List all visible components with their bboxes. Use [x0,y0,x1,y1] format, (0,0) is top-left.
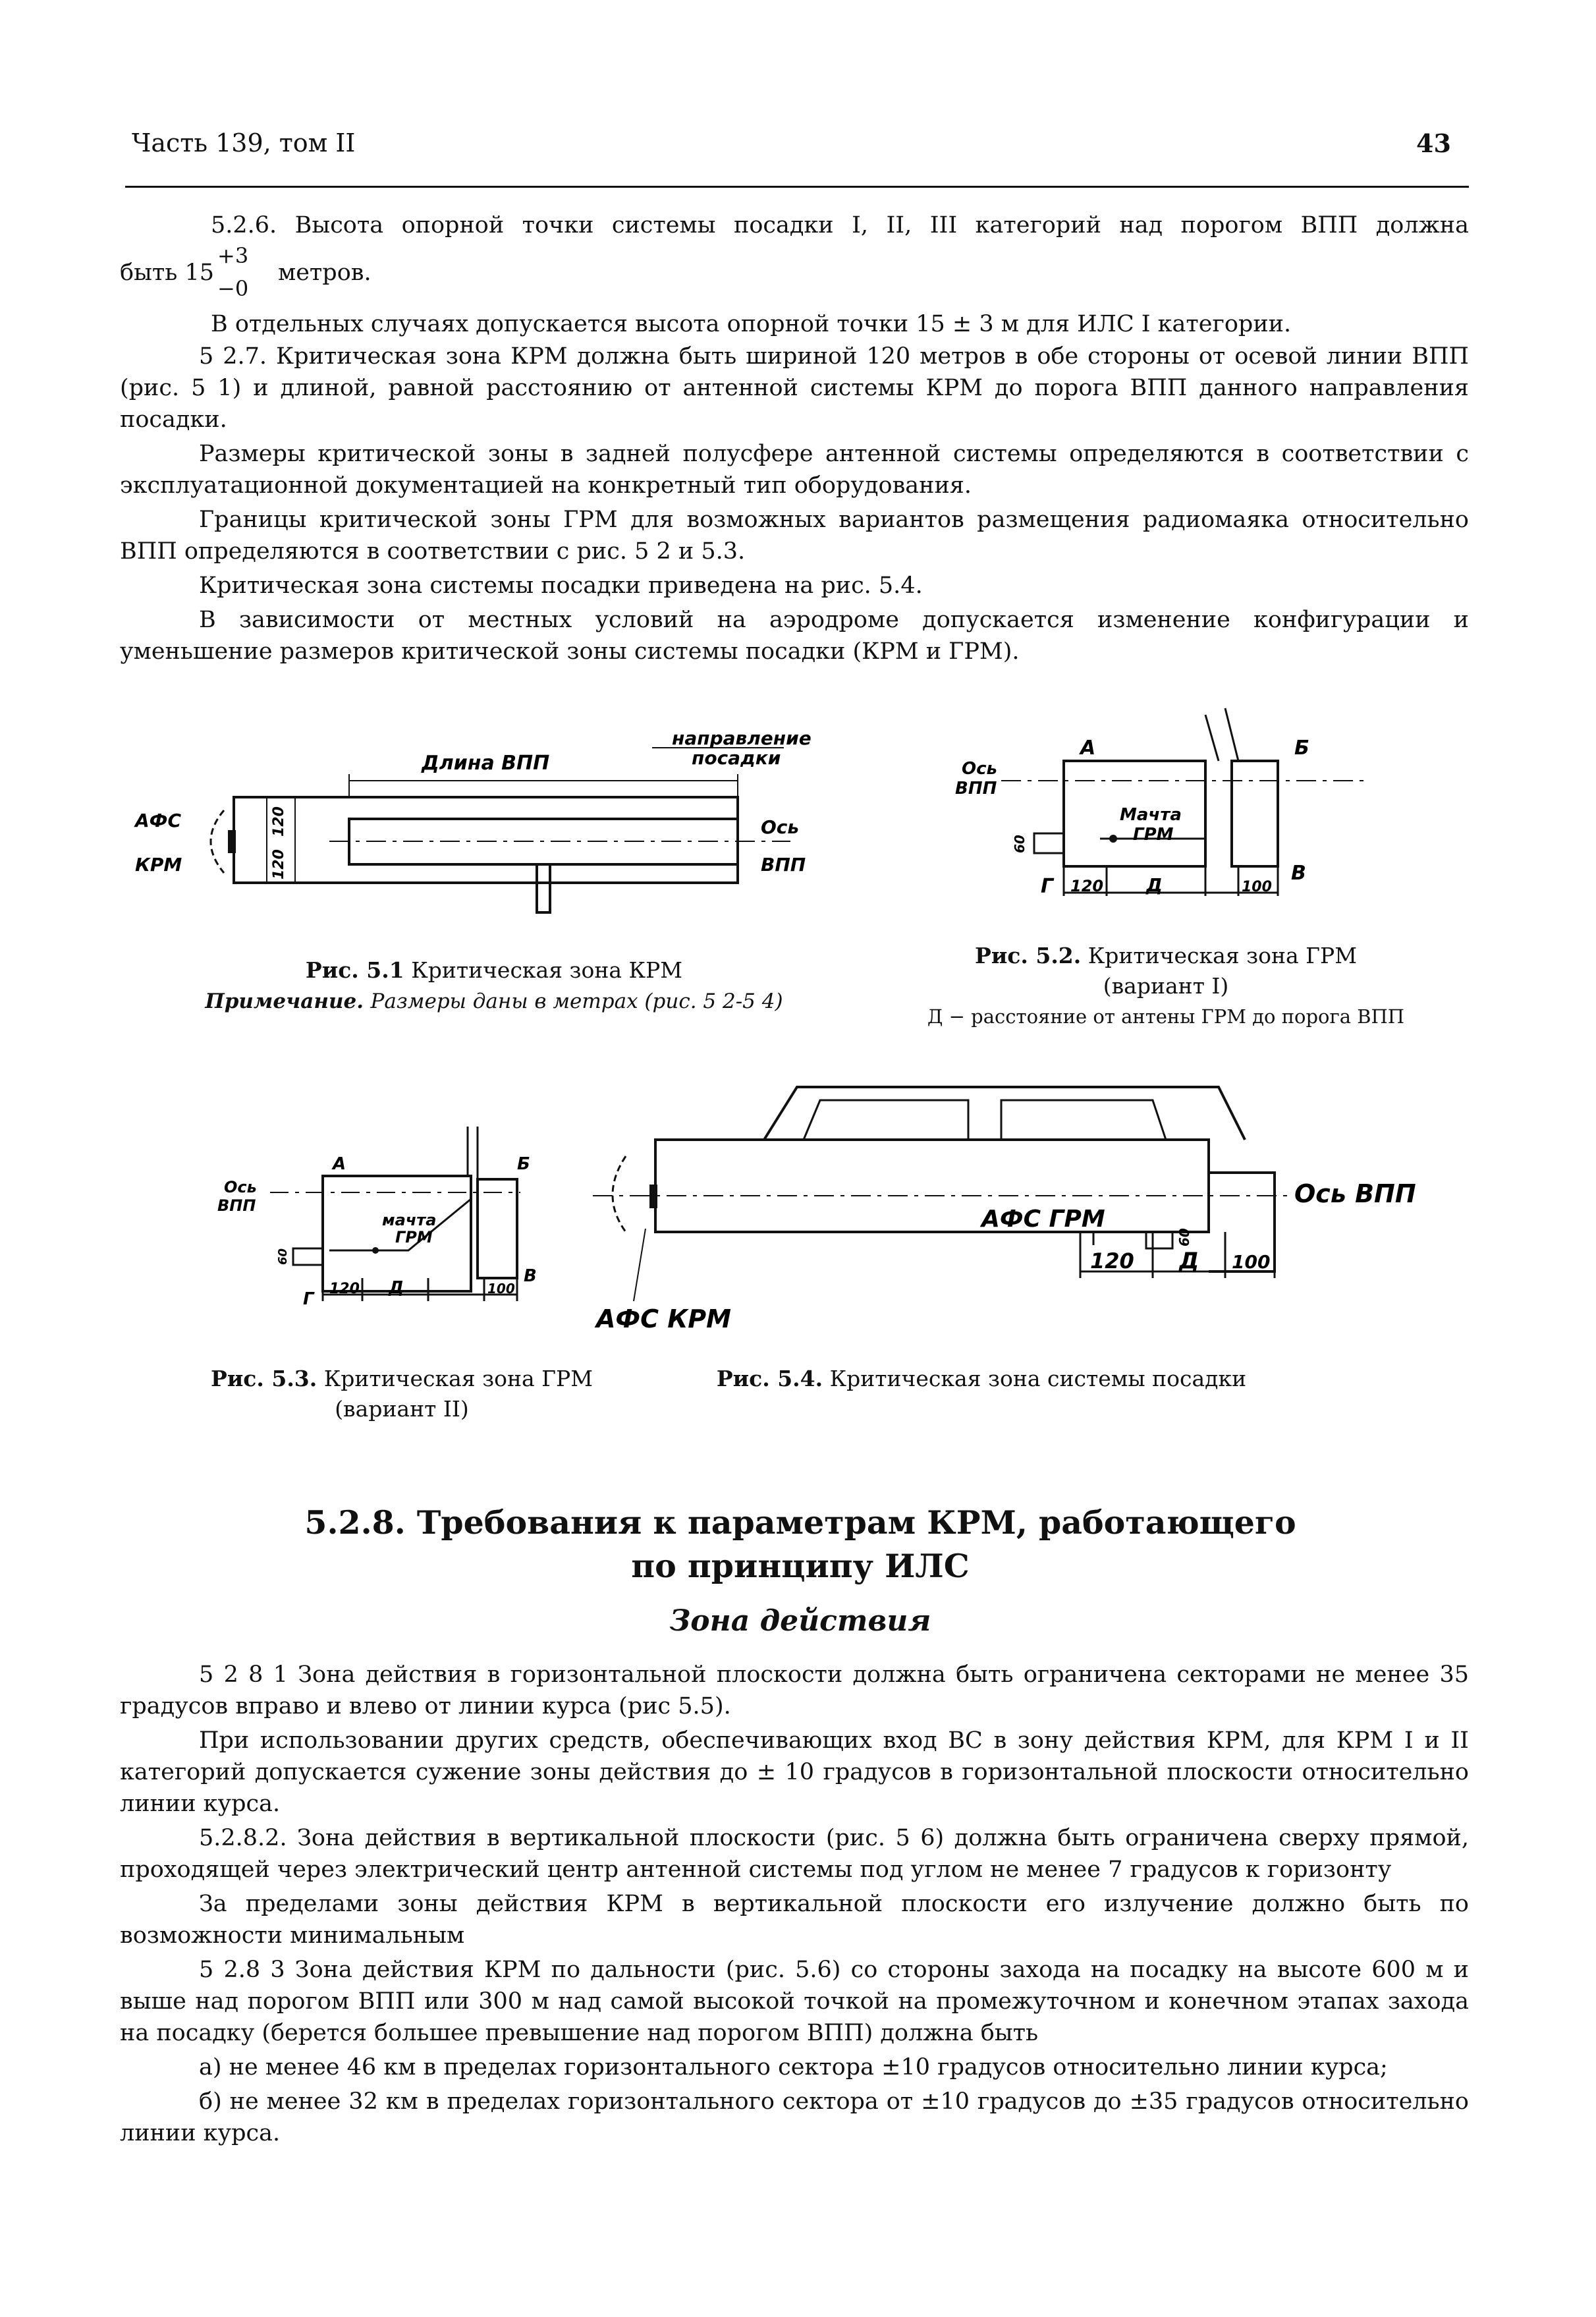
label-v: В [1291,862,1306,885]
figure-5-3 [211,1113,580,1324]
tolerance-minus: −0 [217,276,249,301]
label-b: Б [517,1154,530,1174]
dim-120-a: 120 [271,806,287,837]
running-title: Часть 139, том II [132,128,356,157]
b-box [1232,761,1278,866]
dim-100: 100 [487,1281,515,1297]
label-b: Б [1294,737,1309,760]
section-527-p4: Критическая зона системы посадки приведена на рис. 5.4. [199,572,923,599]
fig-5-3-caption [171,1364,632,1424]
label-direction-2: посадки [692,747,781,769]
label-a: А [333,1154,346,1174]
mast-point [372,1247,379,1254]
afs-leader [634,1229,646,1301]
section-528-p7: б) не менее 32 км в пределах горизонтального сектора от ±10 градусов до ±35 градусов относительно линии курса. [120,2088,1469,2146]
label-axis-2: ВПП [217,1196,256,1215]
label-direction-1: направление [672,727,812,749]
label-axis-1: Ось [224,1178,257,1196]
section-528-p5: 5 2.8 3 Зона действия КРМ по дальности (рис. 5.6) со стороны захода на посадку на высоте 600 м и выше над порогом ВПП или 300 м над самой высокой точкой на промежуточном и конечном этапах захода на посадку (берется большее превышение над порогом ВПП) должна быть [120,1957,1469,2046]
dim-120-b: 120 [271,849,287,879]
label-axis-2: ВПП [955,779,997,798]
side-box [1034,833,1064,853]
section-528-p4: За пределами зоны действия КРМ в вертикальной плоскости его излучение должно быть по возможности минимальным [120,1891,1469,1949]
fig-5-1-caption [165,955,823,986]
side-box [1146,1232,1172,1248]
section-528-title-line2: по принципу ИЛС [631,1547,970,1585]
dim-120: 120 [1070,877,1104,895]
figure-5-2 [942,695,1403,945]
section-526-line1: 5.2.6. Высота опорной точки системы посадки I, II, III категорий над порогом ВПП должна [211,212,1469,238]
fig-5-4-caption [698,1364,1265,1394]
label-axis: Ось ВПП [1294,1179,1416,1208]
section-527-p3: Границы критической зоны ГРМ для возможных вариантов размещения радиомаяка относительно ВПП определяются в соответствии с рис. 5 2 и 5.3. [120,507,1469,565]
section-527-p2: Размеры критической зоны в задней полусфере антенной системы определяются в соответствии с эксплуатационной документацией на конкретный тип оборудования. [120,441,1469,499]
fig-5-1-note-text: Размеры даны в метрах (рис. 5 2-5 4) [370,990,783,1013]
label-afs-grm: АФС ГРМ [981,1206,1105,1233]
krm-antenna [649,1185,657,1208]
section-528-subtitle: Зона действия [669,1604,931,1638]
page-number: 43 [1416,128,1451,158]
section-527-p1: 5 2.7. Критическая зона КРМ должна быть шириной 120 метров в обе стороны от осевой линии ВПП (рис. 5 1) и длиной, равной расстоянию от антенной системы КРМ до порога ВПП данного направления посадки. [120,343,1469,433]
fig-5-2-desc: Д − расстояние от антены ГРМ до порога ВПП [927,1005,1405,1028]
label-krm: КРМ [135,854,182,876]
section-526-prefix: быть 15 [120,260,215,286]
dim-d: Д [389,1278,404,1298]
fig-5-1-num: Рис. 5.1 [305,957,404,983]
dim-120: 120 [1090,1248,1134,1273]
dim-side: 60 [1012,835,1028,853]
fig-5-4-num: Рис. 5.4. [716,1366,823,1391]
section-528-p3: 5.2.8.2. Зона действия в вертикальной плоскости (рис. 5 6) должна быть ограничена сверху прямой, проходящей через электрический центр антенной системы под углом не менее 7 градусов к горизонту [120,1825,1469,1883]
fig-5-2-text: Критическая зона ГРМ [1087,943,1357,968]
dim-side: 60 [1176,1228,1192,1246]
zone-outline [234,797,738,883]
fig-5-3-text: Критическая зона ГРМ [323,1366,593,1391]
section-527-p5: В зависимости от местных условий на аэродроме допускается изменение конфигурации и уменьшение размеров критической зоны системы посадки (КРМ и ГРМ). [120,607,1469,665]
section-528-body [120,1659,1469,2149]
krm-zone [655,1140,1209,1232]
section-527 [120,341,1469,667]
label-afs: АФС [135,810,181,831]
fig-5-2-num: Рис. 5.2. [975,943,1082,968]
krm-antenna [228,830,236,853]
section-528-p1: 5 2 8 1 Зона действия в горизонтальной плоскости должна быть ограничена секторами не менее 35 градусов вправо и влево от линии курса (рис 5.5). [120,1661,1469,1719]
section-528-title [132,1501,1469,1588]
fig-5-1-text: Критическая зона КРМ [411,957,683,983]
label-mast-2: ГРМ [395,1228,433,1246]
header-rule [125,186,1469,188]
top-hump [764,1087,1245,1140]
section-528-title-line1: 5.2.8. Требования к параметрам КРМ, работающего [304,1503,1296,1542]
length-dim [349,774,738,797]
dim-100: 100 [1232,1251,1271,1273]
section-526-suffix: метров. [278,260,371,286]
fig-5-4-text: Критическая зона системы посадки [829,1366,1247,1391]
label-g: Г [1041,875,1054,898]
dim-d: Д [1179,1248,1199,1274]
inner-hump-2 [1001,1100,1166,1140]
label-a: А [1080,737,1096,760]
section-528-p6: а) не менее 46 км в пределах горизонтального сектора ±10 градусов относительно линии курса; [199,2054,1388,2080]
label-length: Длина ВПП [422,752,550,775]
label-afs-krm: АФС КРМ [596,1304,731,1333]
dim-side: 60 [276,1248,290,1265]
tolerance-plus: +3 [217,243,249,268]
fig-5-3-variant: (вариант II) [335,1396,469,1422]
dim-100: 100 [1242,879,1272,895]
fig-5-1-note-label: Примечание. [205,990,364,1013]
section-526-p2: В отдельных случаях допускается высота опорной точки 15 ± 3 м для ИЛС I категории. [211,311,1292,337]
fig-5-1-note [165,986,823,1017]
section-528-p2: При использовании других средств, обеспечивающих вход ВС в зону действия КРМ, для КРМ I и II категорий допускается сужение зоны действия до ± 10 градусов в горизонтальной плоскости относительно линии курса. [120,1727,1469,1817]
antenna-leader [1205,708,1238,761]
fig-5-3-num: Рис. 5.3. [211,1366,317,1391]
label-axis-2: ВПП [761,854,806,876]
label-axis-1: Ось [962,759,997,779]
inner-hump-1 [804,1100,968,1140]
label-mast-1: мачта [382,1211,437,1229]
afs-arc [211,810,224,873]
section-526-line2 [120,243,581,302]
fig-5-2-caption [902,941,1429,1032]
dim-120: 120 [329,1281,360,1297]
figure-5-1 [125,698,856,949]
side-box [293,1248,323,1265]
label-mast-2: ГРМ [1133,825,1174,845]
label-mast-1: Мачта [1120,805,1182,825]
b-box [478,1179,517,1278]
label-g: Г [303,1289,314,1309]
antenna-leader [468,1127,478,1179]
figure-5-4 [593,1074,1469,1351]
fig-5-2-variant: (вариант I) [1103,973,1229,999]
dim-d: Д [1146,874,1163,896]
label-v: В [524,1266,537,1286]
label-axis-1: Ось [761,816,800,838]
mast-point [1109,835,1117,843]
afs-arc [613,1156,626,1232]
taxiway [537,864,550,912]
